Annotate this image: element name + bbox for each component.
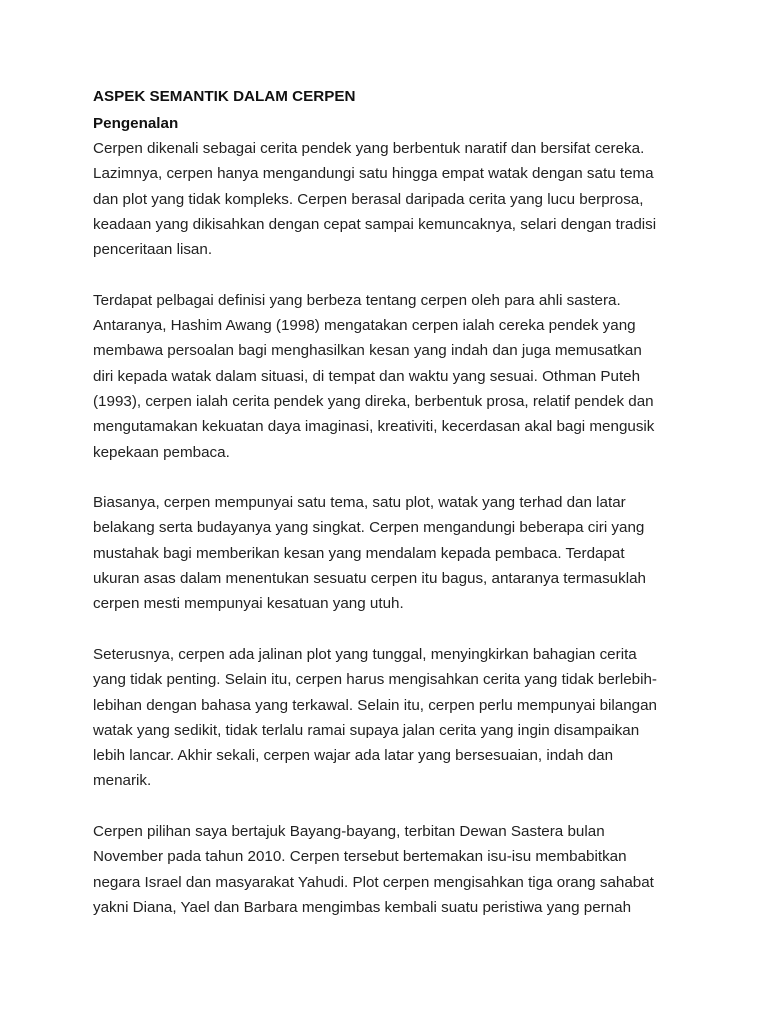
paragraph-line: penceritaan lisan. [93,241,213,259]
paragraph-line: lebih lancar. Akhir sekali, cerpen wajar ada latar yang bersesuaian, indah dan [93,747,614,765]
paragraph-line: lebihan dengan bahasa yang terkawal. Selain itu, cerpen perlu mempunyai bilangan [93,696,658,714]
paragraph [93,136,683,262]
document-body [93,86,683,946]
paragraph-line: Biasanya, cerpen mempunyai satu tema, satu plot, watak yang terhad dan latar [93,494,626,512]
paragraph-line: yang tidak penting. Selain itu, cerpen harus mengisahkan cerita yang tidak berlebih- [93,671,657,689]
paragraph-line: Cerpen dikenali sebagai cerita pendek yang berbentuk naratif dan bersifat cereka. [93,140,645,157]
paragraph [93,642,683,794]
paragraph-line: Lazimnya, cerpen hanya mengandungi satu hingga empat watak dengan satu tema [93,165,654,183]
paragraph-line: mustahak bagi memberikan kesan yang mendalam kepada pembaca. Terdapat [93,544,625,562]
paragraph-line: menarik. [93,772,152,790]
paragraph-line: keadaan yang dikisahkan dengan cepat sampai kemuncaknya, selari dengan tradisi [93,215,657,233]
paragraph-line: Terdapat pelbagai definisi yang berbeza tentang cerpen oleh para ahli sastera. [93,291,621,309]
paragraph-line: diri kepada watak dalam situasi, di tempat dan waktu yang sesuai. Othman Puteh [93,367,641,385]
paragraph-line: membawa persoalan bagi menghasilkan kesan yang indah dan juga memusatkan [93,342,642,360]
paragraph-line: negara Israel dan masyarakat Yahudi. Plot cerpen mengisahkan tiga orang sahabat [93,873,654,891]
paragraph-line: watak yang sedikit, tidak terlalu ramai supaya jalan cerita yang ingin disampaikan [93,721,640,739]
paragraph [93,819,683,920]
paragraph-line: ukuran asas dalam menentukan sesuatu cerpen itu bagus, antaranya termasuklah [93,570,646,588]
paragraph-line: dan plot yang tidak kompleks. Cerpen berasal daripada cerita yang lucu berprosa, [93,190,644,208]
document-title: ASPEK SEMANTIK DALAM CERPEN [93,88,356,105]
paragraph-line: kepekaan pembaca. [93,443,230,461]
paragraph-line: Cerpen pilihan saya bertajuk Bayang-bayang, terbitan Dewan Sastera bulan [93,823,605,841]
paragraph-line: belakang serta budayanya yang singkat. Cerpen mengandungi beberapa ciri yang [93,519,645,537]
paragraph [93,490,683,616]
paragraph-line: yakni Diana, Yael dan Barbara mengimbas kembali suatu peristiwa yang pernah [93,898,632,916]
paragraph-line: Antaranya, Hashim Awang (1998) mengatakan cerpen ialah cereka pendek yang [93,317,636,335]
paragraph-container [93,136,683,920]
paragraph-line: mengutamakan kekuatan daya imaginasi, kreativiti, kecerdasan akal bagi mengusik [93,418,655,436]
paragraph [93,288,683,465]
paragraph-line: cerpen mesti mempunyai kesatuan yang utuh. [93,595,404,613]
paragraph-line: November pada tahun 2010. Cerpen tersebut bertemakan isu-isu membabitkan [93,848,627,866]
paragraph-line: Seterusnya, cerpen ada jalinan plot yang tunggal, menyingkirkan bahagian cerita [93,645,637,663]
paragraph-line: (1993), cerpen ialah cerita pendek yang direka, berbentuk prosa, relatif pendek dan [93,392,654,410]
section-heading: Pengenalan [93,115,179,132]
